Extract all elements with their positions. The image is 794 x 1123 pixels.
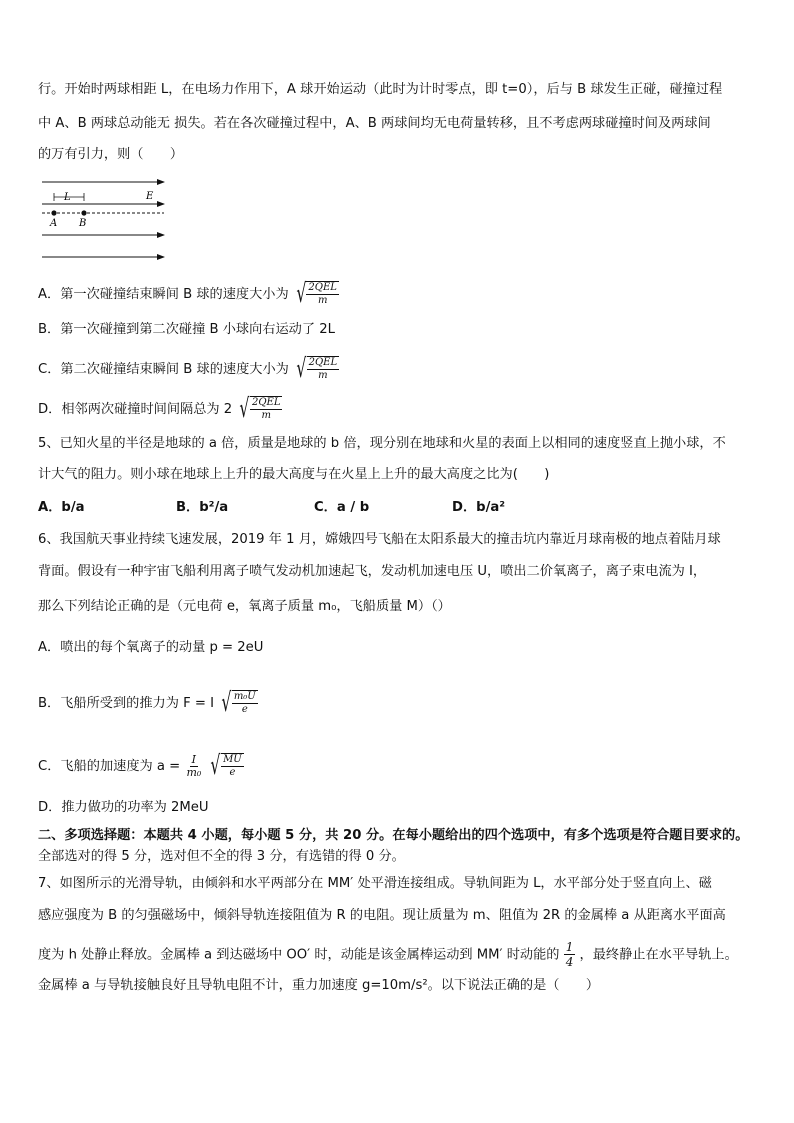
- q5-option-b: B．b²/a: [176, 500, 229, 515]
- q6-line-3: 那么下列结论正确的是（元电荷 e，氧离子质量 m₀，飞船质量 M）（）: [38, 599, 451, 614]
- section2-line-2: 全部选对的得 5 分，选对但不全的得 3 分，有选错的得 0 分。: [38, 849, 405, 864]
- q7-line-3: [38, 940, 738, 969]
- frac-numerator: MU: [223, 754, 242, 765]
- q6-line-2: 背面。假设有一种宇宙飞船利用离子喷气发动机加速起飞，发动机加速电压 U，喷出二价氧离子，离子束电流为 I，: [38, 564, 707, 579]
- q4-option-d: [38, 396, 282, 422]
- frac-numerator: m₀U: [233, 691, 256, 702]
- q6-option-d: D．推力做功的功率为 2MeU: [38, 800, 209, 815]
- q4-option-c: [38, 356, 339, 382]
- frac-denominator: m: [261, 410, 271, 421]
- intro-line-3: 的万有引力，则（ ）: [38, 147, 184, 162]
- frac-numerator: 2QEL: [308, 357, 338, 368]
- q7-line-2: 感应强度为 B 的匀强磁场中，倾斜导轨连接阻值为 R 的电阻。现让质量为 m、阻值为 2R 的金属棒 a 从距离水平面高: [38, 908, 726, 923]
- q5-line-2: 计大气的阻力。则小球在地球上上升的最大高度与在火星上上升的最大高度之比为( ): [38, 467, 550, 482]
- q7-line-3-text: 度为 h 处静止释放。金属棒 a 到达磁场中 OO′ 时，动能是该金属棒运动到 MM′ 时动能的: [38, 947, 560, 963]
- q7-line-4: 金属棒 a 与导轨接触良好且导轨电阻不计，重力加速度 g=10m/s²。以下说法正确的是（ ）: [38, 978, 600, 993]
- fraction: [184, 754, 203, 779]
- intro-line-2: 中 A、B 两球总动能无 损失。若在各次碰撞过程中，A、B 两球间均无电荷量转移，且不考虑两球碰撞时间及两球间: [38, 116, 711, 131]
- q6-option-c-text: C．飞船的加速度为 a =: [38, 759, 181, 774]
- frac-denominator: m: [318, 370, 328, 381]
- frac-denominator: m: [317, 295, 328, 306]
- q6-option-c: [38, 753, 244, 779]
- q4-option-d-text: D．相邻两次碰撞时间间隔总为 2: [38, 402, 233, 417]
- q4-option-a-text: A．第一次碰撞结束瞬间 B 球的速度大小为: [38, 287, 289, 302]
- q5-option-c: C．a / b: [314, 500, 370, 515]
- q7-line-3-tail: ，最终静止在水平导轨上。: [579, 947, 738, 963]
- q4-option-c-text: C．第二次碰撞结束瞬间 B 球的速度大小为: [38, 362, 289, 377]
- q5-option-a: A．b/a: [38, 500, 85, 515]
- q4-option-b: B．第一次碰撞到第二次碰撞 B 小球向右运动了 2L: [38, 322, 335, 337]
- q4-option-a: [38, 281, 339, 307]
- label-b: B: [79, 218, 87, 229]
- frac-denominator: m₀: [186, 765, 202, 779]
- field-figure: [40, 178, 170, 260]
- q6-line-1: 6、我国航天事业持续飞速发展，2019 年 1 月，嫦娥四号飞船在太阳系最大的撞击坑内靠近月球南极的地点着陆月球: [38, 532, 721, 547]
- q6-option-b: [38, 690, 258, 716]
- q7-line-1: 7、如图所示的光滑导轨，由倾斜和水平两部分在 MM′ 处平滑连接组成。导轨间距为 L，水平部分处于竖直向上、磁: [38, 876, 712, 891]
- fraction: [564, 940, 576, 969]
- frac-denominator: 4: [565, 955, 574, 969]
- sqrt-expression: √ $\frac{\text{2QEL}}{m}$: [296, 279, 337, 309]
- frac-denominator: e: [241, 704, 248, 715]
- sqrt-expression: √ $\frac{\text{2QEL}}{m}$: [296, 354, 338, 384]
- intro-line-1: 行。开始时两球相距 L，在电场力作用下，A 球开始运动（此时为计时零点，即 t=0），后与 B 球发生正碰，碰撞过程: [38, 82, 723, 97]
- q5-line-1: 5、已知火星的半径是地球的 a 倍，质量是地球的 b 倍，现分别在地球和火星的表面上以相同的速度竖直上抛小球，不: [38, 436, 726, 451]
- frac-numerator: I: [191, 752, 197, 766]
- q6-option-a: A．喷出的每个氧离子的动量 p = 2eU: [38, 640, 264, 655]
- section2-line-1: 二、多项选择题：本题共 4 小题，每小题 5 分，共 20 分。在每小题给出的四个选项中，有多个选项是符合题目要求的。: [38, 828, 749, 843]
- frac-denominator: e: [229, 767, 236, 778]
- ball-a: [51, 210, 56, 215]
- q5-option-d: D．b/a²: [452, 500, 506, 515]
- frac-numerator: 2QEL: [308, 282, 337, 293]
- ball-b: [81, 210, 86, 215]
- frac-numerator: 2QEL: [251, 397, 281, 408]
- label-e: E: [146, 191, 154, 202]
- sqrt-expression: √ $\frac{MU}{e}$: [210, 751, 242, 781]
- sqrt-expression: √ $\frac{\text{2QEL}}{m}$: [239, 394, 281, 424]
- sqrt-expression: √ $\frac{\text{m₀U}}{e}$: [221, 688, 256, 718]
- frac-numerator: 1: [565, 940, 574, 954]
- label-a: A: [50, 218, 58, 229]
- label-l: L: [64, 192, 71, 203]
- q6-option-b-text: B．飞船所受到的推力为 F = I: [38, 696, 215, 711]
